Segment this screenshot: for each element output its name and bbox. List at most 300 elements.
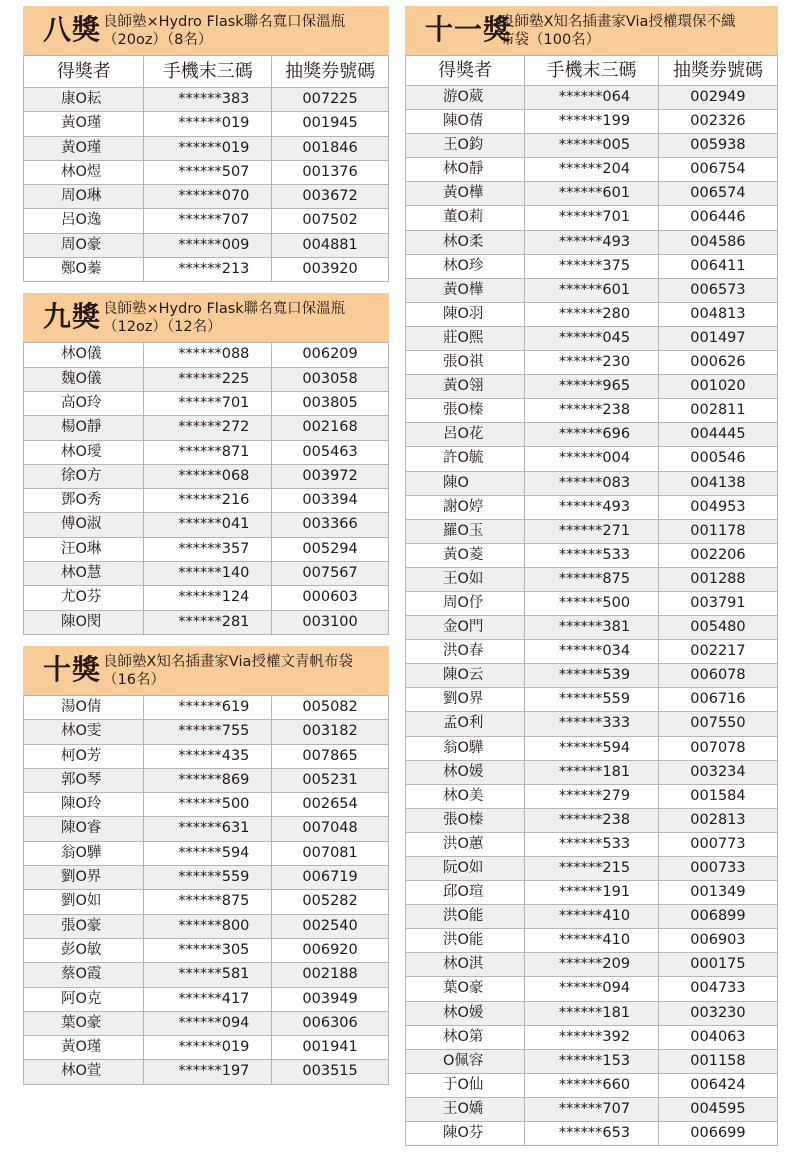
winner-name: 湯O倩 <box>24 695 144 719</box>
winner-name: 劉O界 <box>406 688 525 712</box>
ticket-number: 003972 <box>272 464 389 488</box>
phone-last-three: ******410 <box>525 905 659 929</box>
table-row <box>406 1097 778 1121</box>
ticket-number: 004733 <box>658 977 777 1001</box>
winner-name: 林O媛 <box>406 1001 525 1025</box>
table-header-row <box>24 56 389 88</box>
ticket-number: 003182 <box>272 720 389 744</box>
winner-name: 王O鈞 <box>406 134 525 158</box>
table-row <box>406 495 778 519</box>
winner-name: 周O琳 <box>24 185 144 209</box>
prize-description-line: 良師塾X知名插畫家Via授權文青帆布袋 <box>103 653 353 670</box>
ticket-number: 005231 <box>272 768 389 792</box>
table-row <box>406 712 778 736</box>
ticket-number: 001349 <box>658 881 777 905</box>
winner-name: 阮O如 <box>406 857 525 881</box>
phone-last-three: ******225 <box>144 367 272 391</box>
winner-name: 謝O婷 <box>406 495 525 519</box>
phone-last-three: ******755 <box>144 720 272 744</box>
winner-name: 林O媛 <box>406 760 525 784</box>
winner-name: 林O儀 <box>24 343 144 367</box>
prize-description <box>500 13 772 49</box>
table-row <box>24 938 389 962</box>
table-row <box>24 88 389 112</box>
table-row <box>406 399 778 423</box>
ticket-number: 002540 <box>272 914 389 938</box>
winner-name: 莊O熙 <box>406 326 525 350</box>
phone-last-three: ******019 <box>144 112 272 136</box>
table-row <box>406 664 778 688</box>
ticket-number: 001288 <box>658 567 777 591</box>
table-row <box>406 905 778 929</box>
winner-name: 張O祺 <box>406 351 525 375</box>
winner-name: 傅O淑 <box>24 513 144 537</box>
table-row <box>406 881 778 905</box>
table-row <box>406 278 778 302</box>
table-row <box>24 841 389 865</box>
ticket-number: 007865 <box>272 744 389 768</box>
winner-name: 林O萱 <box>24 1060 144 1084</box>
winner-name: O佩容 <box>406 1049 525 1073</box>
winners-table <box>23 342 389 635</box>
winner-name: 林O第 <box>406 1025 525 1049</box>
winner-name: 陳O閔 <box>24 610 144 634</box>
phone-last-three: ******004 <box>525 447 659 471</box>
table-row <box>24 112 389 136</box>
table-row <box>24 209 389 233</box>
phone-last-three: ******594 <box>144 841 272 865</box>
phone-last-three: ******601 <box>525 278 659 302</box>
phone-last-three: ******019 <box>144 1036 272 1060</box>
winner-name: 陳O云 <box>406 664 525 688</box>
prize-title: 十獎 <box>43 652 102 686</box>
ticket-number: 007550 <box>658 712 777 736</box>
phone-last-three: ******045 <box>525 326 659 350</box>
winner-name: 黃O瑾 <box>24 136 144 160</box>
table-row <box>406 760 778 784</box>
winner-name: 陳O玲 <box>24 793 144 817</box>
table-row <box>24 695 389 719</box>
phone-last-three: ******216 <box>144 489 272 513</box>
winner-name: 許O毓 <box>406 447 525 471</box>
table-row <box>406 471 778 495</box>
ticket-number: 003234 <box>658 760 777 784</box>
ticket-number: 001846 <box>272 136 389 160</box>
table-row <box>24 768 389 792</box>
winner-name: 洪O春 <box>406 640 525 664</box>
prize-title: 八獎 <box>43 13 102 46</box>
prize-description-line: （12oz）（12名） <box>103 319 222 336</box>
ticket-number: 006699 <box>658 1122 777 1146</box>
winner-name: 周O豪 <box>24 233 144 257</box>
phone-last-three: ******238 <box>525 399 659 423</box>
phone-last-three: ******631 <box>144 817 272 841</box>
winner-name: 葉O豪 <box>24 1011 144 1035</box>
ticket-number: 003100 <box>272 610 389 634</box>
ticket-number: 001158 <box>658 1049 777 1073</box>
phone-last-three: ******707 <box>525 1097 659 1121</box>
ticket-number: 004586 <box>658 230 777 254</box>
table-row <box>406 784 778 808</box>
prize-description-line: （16名） <box>103 671 165 688</box>
ticket-number: 001178 <box>658 519 777 543</box>
ticket-number: 004813 <box>658 302 777 326</box>
ticket-number: 004138 <box>658 471 777 495</box>
winner-name: 董O莉 <box>406 206 525 230</box>
phone-last-three: ******238 <box>525 808 659 832</box>
ticket-number: 002188 <box>272 963 389 987</box>
table-row <box>406 134 778 158</box>
table-row <box>406 929 778 953</box>
phone-last-three: ******197 <box>144 1060 272 1084</box>
phone-last-three: ******305 <box>144 938 272 962</box>
winner-name: 林O煜 <box>24 160 144 184</box>
table-row <box>406 351 778 375</box>
winner-name: 黃O翎 <box>406 375 525 399</box>
winner-name: 彭O敏 <box>24 938 144 962</box>
winner-name: 徐O方 <box>24 464 144 488</box>
phone-last-three: ******199 <box>525 110 659 134</box>
table-row <box>406 543 778 567</box>
ticket-number: 001497 <box>658 326 777 350</box>
phone-last-three: ******875 <box>525 567 659 591</box>
winner-name: 洪O能 <box>406 929 525 953</box>
winners-table <box>23 55 389 282</box>
winner-name: 翁O驊 <box>24 841 144 865</box>
phone-last-three: ******019 <box>144 136 272 160</box>
winner-name: 陳O睿 <box>24 817 144 841</box>
winner-name: 康O耘 <box>24 88 144 112</box>
table-row <box>24 744 389 768</box>
phone-last-three: ******068 <box>144 464 272 488</box>
ticket-number: 002654 <box>272 793 389 817</box>
table-row <box>406 206 778 230</box>
ticket-number: 002206 <box>658 543 777 567</box>
table-row <box>24 987 389 1011</box>
ticket-number: 002217 <box>658 640 777 664</box>
table-row <box>24 586 389 610</box>
winner-name: 郭O琴 <box>24 768 144 792</box>
winner-name: 林O美 <box>406 784 525 808</box>
phone-last-three: ******875 <box>144 890 272 914</box>
winner-name: 黃O瑾 <box>24 1036 144 1060</box>
ticket-number: 006209 <box>272 343 389 367</box>
phone-last-three: ******965 <box>525 375 659 399</box>
column-header-winner: 得獎者 <box>24 56 144 88</box>
winner-name: 林O璦 <box>24 440 144 464</box>
phone-last-three: ******375 <box>525 254 659 278</box>
winner-name: 黃O瑾 <box>24 112 144 136</box>
winner-name: 陳O羽 <box>406 302 525 326</box>
winner-name: 劉O界 <box>24 866 144 890</box>
phone-last-three: ******619 <box>144 695 272 719</box>
phone-last-three: ******871 <box>144 440 272 464</box>
winners-table <box>23 695 389 1085</box>
ticket-number: 002813 <box>658 808 777 832</box>
winner-name: 羅O玉 <box>406 519 525 543</box>
phone-last-three: ******500 <box>144 793 272 817</box>
phone-last-three: ******271 <box>525 519 659 543</box>
winner-name: 張O榛 <box>406 399 525 423</box>
table-row <box>406 230 778 254</box>
ticket-number: 003230 <box>658 1001 777 1025</box>
phone-last-three: ******083 <box>525 471 659 495</box>
winner-name: 翁O驊 <box>406 736 525 760</box>
table-row <box>406 519 778 543</box>
table-row <box>406 857 778 881</box>
table-row <box>406 447 778 471</box>
phone-last-three: ******435 <box>144 744 272 768</box>
ticket-number: 002168 <box>272 416 389 440</box>
ticket-number: 000603 <box>272 586 389 610</box>
table-row <box>24 367 389 391</box>
prize-description <box>103 13 383 49</box>
ticket-number: 006573 <box>658 278 777 302</box>
phone-last-three: ******701 <box>525 206 659 230</box>
column-header-ticket: 抽獎券號碼 <box>272 56 389 88</box>
ticket-number: 003515 <box>272 1060 389 1084</box>
prize-description-line: （20oz）（8名） <box>103 32 213 48</box>
ticket-number: 000733 <box>658 857 777 881</box>
winner-name: 劉O如 <box>24 890 144 914</box>
section-gap <box>23 635 389 646</box>
table-row <box>406 1049 778 1073</box>
phone-last-three: ******869 <box>144 768 272 792</box>
winner-name: 魏O儀 <box>24 367 144 391</box>
table-row <box>24 391 389 415</box>
table-row <box>24 720 389 744</box>
ticket-number: 006920 <box>272 938 389 962</box>
table-row <box>406 110 778 134</box>
phone-last-three: ******507 <box>144 160 272 184</box>
phone-last-three: ******191 <box>525 881 659 905</box>
ticket-number: 007567 <box>272 562 389 586</box>
ticket-number: 006446 <box>658 206 777 230</box>
table-row <box>24 866 389 890</box>
phone-last-three: ******034 <box>525 640 659 664</box>
prize-section-header <box>23 293 389 342</box>
table-row <box>406 158 778 182</box>
ticket-number: 006903 <box>658 929 777 953</box>
phone-last-three: ******696 <box>525 423 659 447</box>
winner-name: 邱O瑄 <box>406 881 525 905</box>
ticket-number: 005480 <box>658 616 777 640</box>
phone-last-three: ******581 <box>144 963 272 987</box>
ticket-number: 006574 <box>658 182 777 206</box>
phone-last-three: ******064 <box>525 86 659 110</box>
winner-name: 林O淇 <box>406 953 525 977</box>
phone-last-three: ******204 <box>525 158 659 182</box>
ticket-number: 003058 <box>272 367 389 391</box>
section-gap <box>23 282 389 293</box>
table-row <box>24 343 389 367</box>
ticket-number: 000175 <box>658 953 777 977</box>
table-row <box>24 1036 389 1060</box>
phone-last-three: ******088 <box>144 343 272 367</box>
winner-name: 林O珍 <box>406 254 525 278</box>
phone-last-three: ******500 <box>525 591 659 615</box>
phone-last-three: ******701 <box>144 391 272 415</box>
ticket-number: 006424 <box>658 1073 777 1097</box>
winner-name: 呂O逸 <box>24 209 144 233</box>
ticket-number: 004063 <box>658 1025 777 1049</box>
ticket-number: 003805 <box>272 391 389 415</box>
prize-description <box>103 653 383 689</box>
table-row <box>24 914 389 938</box>
winner-name: 黃O菱 <box>406 543 525 567</box>
table-row <box>406 1025 778 1049</box>
phone-last-three: ******660 <box>525 1073 659 1097</box>
phone-last-three: ******333 <box>525 712 659 736</box>
ticket-number: 003920 <box>272 258 389 282</box>
prize-section-header <box>23 6 389 55</box>
table-row <box>24 185 389 209</box>
phone-last-three: ******559 <box>525 688 659 712</box>
table-row <box>406 640 778 664</box>
ticket-number: 006719 <box>272 866 389 890</box>
winner-name: 阿O克 <box>24 987 144 1011</box>
ticket-number: 005294 <box>272 537 389 561</box>
prize-description-line: 布袋（100名） <box>500 32 601 48</box>
table-row <box>24 1060 389 1084</box>
table-row <box>406 326 778 350</box>
table-row <box>24 1011 389 1035</box>
table-row <box>406 375 778 399</box>
ticket-number: 005938 <box>658 134 777 158</box>
table-row <box>406 1001 778 1025</box>
ticket-number: 001584 <box>658 784 777 808</box>
phone-last-three: ******601 <box>525 182 659 206</box>
winner-name: 林O雯 <box>24 720 144 744</box>
table-row <box>24 464 389 488</box>
winner-name: 柯O芳 <box>24 744 144 768</box>
table-row <box>406 616 778 640</box>
ticket-number: 007502 <box>272 209 389 233</box>
prize-description-line: 良師塾X知名插畫家Via授權環保不織 <box>500 14 736 30</box>
phone-last-three: ******230 <box>525 351 659 375</box>
table-row <box>24 440 389 464</box>
winner-name: 黃O樺 <box>406 278 525 302</box>
ticket-number: 006899 <box>658 905 777 929</box>
phone-last-three: ******707 <box>144 209 272 233</box>
winner-name: 尤O芬 <box>24 586 144 610</box>
table-row <box>24 817 389 841</box>
phone-last-three: ******493 <box>525 495 659 519</box>
column-header-ticket: 抽獎券號碼 <box>658 56 777 86</box>
right-column <box>405 6 778 1146</box>
table-row <box>24 513 389 537</box>
winners-table <box>405 55 778 1146</box>
ticket-number: 002811 <box>658 399 777 423</box>
phone-last-three: ******005 <box>525 134 659 158</box>
phone-last-three: ******533 <box>525 543 659 567</box>
phone-last-three: ******533 <box>525 832 659 856</box>
table-row <box>406 1122 778 1146</box>
prize-description-line: 良師塾×Hydro Flask聯名寬口保溫瓶 <box>103 14 346 30</box>
ticket-number: 006411 <box>658 254 777 278</box>
winner-name: 陳O <box>406 471 525 495</box>
phone-last-three: ******094 <box>525 977 659 1001</box>
phone-last-three: ******272 <box>144 416 272 440</box>
table-row <box>24 160 389 184</box>
ticket-number: 001945 <box>272 112 389 136</box>
ticket-number: 005282 <box>272 890 389 914</box>
ticket-number: 007225 <box>272 88 389 112</box>
winner-name: 陳O蒨 <box>406 110 525 134</box>
table-row <box>406 736 778 760</box>
winner-name: 周O伃 <box>406 591 525 615</box>
winner-name: 呂O花 <box>406 423 525 447</box>
table-row <box>24 136 389 160</box>
winner-name: 林O靜 <box>406 158 525 182</box>
prize-title: 九獎 <box>43 300 102 334</box>
phone-last-three: ******559 <box>144 866 272 890</box>
phone-last-three: ******213 <box>144 258 272 282</box>
ticket-number: 001020 <box>658 375 777 399</box>
phone-last-three: ******594 <box>525 736 659 760</box>
ticket-number: 003672 <box>272 185 389 209</box>
phone-last-three: ******279 <box>525 784 659 808</box>
winner-name: 林O柔 <box>406 230 525 254</box>
phone-last-three: ******653 <box>525 1122 659 1146</box>
phone-last-three: ******281 <box>144 610 272 634</box>
winner-name: 陳O芬 <box>406 1122 525 1146</box>
table-row <box>406 254 778 278</box>
table-row <box>406 953 778 977</box>
phone-last-three: ******392 <box>525 1025 659 1049</box>
ticket-number: 001376 <box>272 160 389 184</box>
phone-last-three: ******539 <box>525 664 659 688</box>
table-row <box>24 610 389 634</box>
ticket-number: 005463 <box>272 440 389 464</box>
table-row <box>406 302 778 326</box>
winner-name: 王O嬌 <box>406 1097 525 1121</box>
table-row <box>24 537 389 561</box>
ticket-number: 003949 <box>272 987 389 1011</box>
phone-last-three: ******357 <box>144 537 272 561</box>
phone-last-three: ******383 <box>144 88 272 112</box>
ticket-number: 004953 <box>658 495 777 519</box>
winner-name: 林O慧 <box>24 562 144 586</box>
winner-name: 張O豪 <box>24 914 144 938</box>
phone-last-three: ******124 <box>144 586 272 610</box>
table-row <box>406 977 778 1001</box>
phone-last-three: ******209 <box>525 953 659 977</box>
phone-last-three: ******280 <box>525 302 659 326</box>
phone-last-three: ******094 <box>144 1011 272 1035</box>
ticket-number: 007078 <box>658 736 777 760</box>
phone-last-three: ******381 <box>525 616 659 640</box>
winner-name: 黃O樺 <box>406 182 525 206</box>
winner-name: 鄭O蓁 <box>24 258 144 282</box>
winner-name: 于O仙 <box>406 1073 525 1097</box>
ticket-number: 005082 <box>272 695 389 719</box>
table-row <box>406 182 778 206</box>
table-header-row <box>406 56 778 86</box>
prize-description-line: 良師塾×Hydro Flask聯名寬口保溫瓶 <box>103 301 346 318</box>
table-row <box>24 233 389 257</box>
phone-last-three: ******009 <box>144 233 272 257</box>
ticket-number: 003394 <box>272 489 389 513</box>
column-header-winner: 得獎者 <box>406 56 525 86</box>
winner-name: 王O如 <box>406 567 525 591</box>
phone-last-three: ******181 <box>525 1001 659 1025</box>
ticket-number: 000546 <box>658 447 777 471</box>
table-row <box>24 416 389 440</box>
ticket-number: 004445 <box>658 423 777 447</box>
winner-name: 葉O豪 <box>406 977 525 1001</box>
table-row <box>406 86 778 110</box>
